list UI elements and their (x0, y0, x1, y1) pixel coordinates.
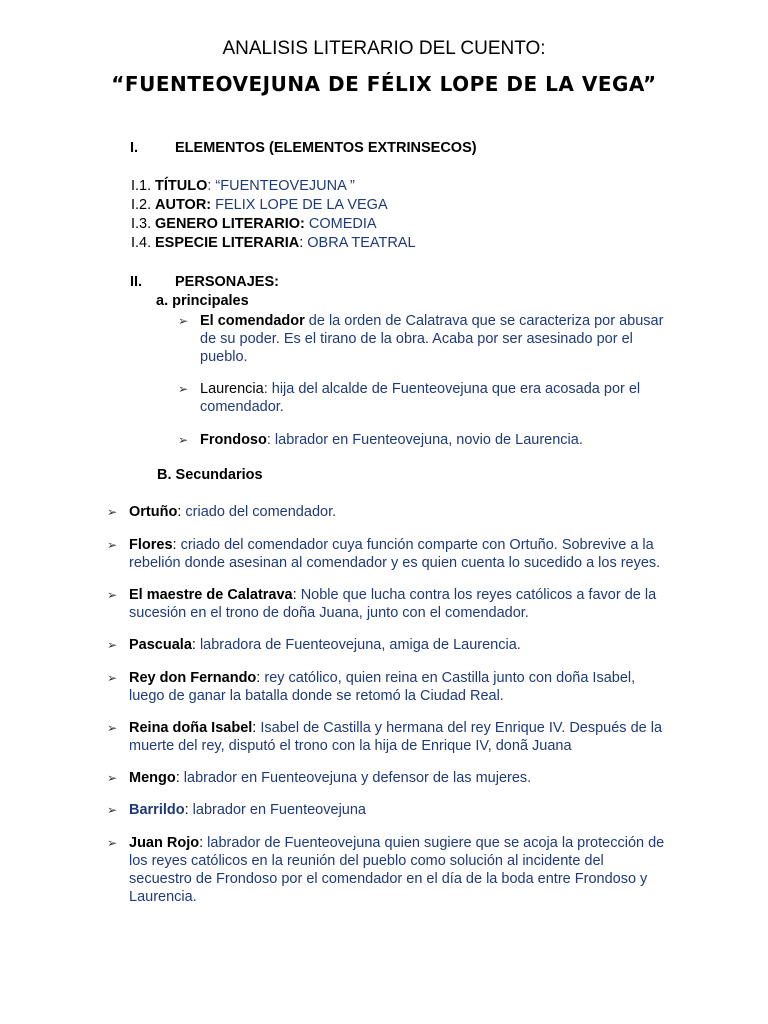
arrow-bullet-icon: ➢ (107, 836, 118, 850)
character-name: Laurencia (200, 381, 264, 397)
character-name: Barrildo (129, 802, 185, 818)
arrow-bullet-icon: ➢ (107, 803, 118, 817)
character-description: labrador de Fuenteovejuna quien sugiere que se acoja la protección de (207, 835, 665, 851)
arrow-bullet-icon: ➢ (178, 433, 189, 447)
list-item-secundario: ➢ Flores: criado del comendador cuya función comparte con Ortuño. Sobrevive a la rebelión donde asesinan al comendador y es quien cuenta lo sucedido a los reyes. (107, 536, 667, 574)
element-item-value: COMEDIA (308, 216, 377, 232)
character-name: Pascuala (129, 637, 192, 653)
character-description: de la orden de Calatrava que se caracteriza por abusar (308, 313, 664, 329)
character-name: Ortuño (129, 504, 178, 520)
arrow-bullet-icon: ➢ (107, 588, 118, 602)
character-description: sucesión en el trono de doña Juana, junto con el comendador. (129, 605, 529, 621)
character-description: criado del comendador cuya función comparte con Ortuño. Sobrevive a la (180, 537, 654, 553)
character-name: Mengo (129, 770, 176, 786)
arrow-bullet-icon: ➢ (178, 382, 189, 396)
character-description: rebelión donde asesinan al comendador y es quien cuenta lo sucedido a los reyes. (129, 555, 661, 571)
element-item-value: FELIX LOPE DE LA VEGA (215, 197, 388, 213)
secundarios-heading (157, 467, 457, 487)
list-item-secundario: ➢ Barrildo: labrador en Fuenteovejuna (107, 802, 366, 818)
element-item-value: OBRA TEATRAL (307, 235, 416, 251)
list-item-secundario: ➢ Ortuño: criado del comendador. (107, 504, 337, 520)
character-description: los reyes católicos en la reunión del pueblo como solución al incidente del (129, 853, 604, 869)
character-description: hija del alcalde de Fuenteovejuna que era acosada por el (271, 381, 641, 397)
section-1-heading (130, 140, 630, 160)
character-name: El maestre de Calatrava (129, 587, 293, 603)
section-1-label: ELEMENTOS (ELEMENTOS EXTRINSECOS) (175, 140, 477, 156)
character-description: comendador. (200, 399, 284, 415)
character-name: El comendador (200, 313, 305, 329)
character-description: luego de ganar la batalla donde se retomó la Ciudad Real. (129, 688, 504, 704)
element-item-sep: : (207, 178, 216, 194)
element-item-autor (131, 197, 388, 213)
element-item-titulo (131, 178, 355, 194)
section-1-number: I. (130, 140, 139, 156)
character-name: Juan Rojo (129, 835, 200, 851)
element-item-key: ESPECIE LITERARIA (155, 235, 300, 251)
element-item-key: GENERO LITERARIO: (155, 216, 305, 232)
character-description: Isabel de Castilla y hermana del rey Enrique IV. Después de la (260, 720, 663, 736)
character-description: Noble que lucha contra los reyes católicos a favor de la (300, 587, 657, 603)
arrow-bullet-icon: ➢ (107, 671, 118, 685)
list-item-secundario: ➢ El maestre de Calatrava: Noble que lucha contra los reyes católicos a favor de la sucesión en el trono de doña Juana, junto con el comendador. (107, 586, 667, 624)
element-item-key: AUTOR: (155, 197, 212, 213)
character-name: Frondoso (200, 432, 267, 448)
principales-label: a. principales (156, 293, 249, 309)
character-description: labrador en Fuenteovejuna (192, 802, 366, 818)
character-name: Flores (129, 537, 173, 553)
element-item-genero (131, 216, 377, 232)
list-item-principal: ➢ Laurencia: hija del alcalde de Fuenteovejuna que era acosada por el comendador. (178, 380, 668, 418)
section-2-number: II. (130, 274, 143, 290)
element-item-value: “FUENTEOVEJUNA ” (215, 178, 355, 194)
character-description: Laurencia. (129, 889, 197, 905)
arrow-bullet-icon: ➢ (178, 314, 189, 328)
character-description: labradora de Fuenteovejuna, amiga de Laurencia. (199, 637, 521, 653)
list-item-principal (178, 312, 668, 368)
arrow-bullet-icon: ➢ (107, 505, 118, 519)
element-item-sep: : (299, 235, 308, 251)
arrow-bullet-icon: ➢ (107, 771, 118, 785)
document-title-line2: “FUENTEOVEJUNA DE FÉLIX LOPE DE LA VEGA” (111, 72, 657, 96)
list-item-secundario: ➢ Mengo: labrador en Fuenteovejuna y defensor de las mujeres. (107, 770, 532, 786)
character-description: muerte del rey, disputó el trono con la hija de Enrique IV, donã Juana (129, 738, 572, 754)
character-description: criado del comendador. (185, 504, 337, 520)
element-item-number: I.1. (131, 178, 152, 194)
character-name: Reina doña Isabel (129, 720, 253, 736)
element-item-number: I.2. (131, 197, 152, 213)
arrow-bullet-icon: ➢ (107, 638, 118, 652)
arrow-bullet-icon: ➢ (107, 538, 118, 552)
document-title-line1: ANALISIS LITERARIO DEL CUENTO: (222, 38, 546, 59)
list-item-secundario: ➢ Pascuala: labradora de Fuenteovejuna, amiga de Laurencia. (107, 637, 521, 653)
character-description: labrador en Fuenteovejuna, novio de Laurencia. (274, 432, 583, 448)
arrow-bullet-icon: ➢ (107, 721, 118, 735)
character-description: labrador en Fuenteovejuna y defensor de las mujeres. (183, 770, 532, 786)
element-item-number: I.3. (131, 216, 152, 232)
principales-heading (156, 293, 456, 313)
character-description: rey católico, quien reina en Castilla junto con doña Isabel, (264, 670, 636, 686)
element-item-especie (131, 235, 416, 251)
character-description: de su poder. Es el tirano de la obra. Acaba por ser asesinado por el (200, 331, 633, 347)
element-item-number: I.4. (131, 235, 152, 251)
list-item-secundario: ➢ Rey don Fernando: rey católico, quien reina en Castilla junto con doña Isabel, luego de ganar la batalla donde se retomó la Ciudad Real. (107, 669, 667, 707)
section-2-label: PERSONAJES: (175, 274, 279, 290)
element-item-key: TÍTULO (155, 178, 208, 194)
section-2-heading (130, 274, 630, 294)
character-description: secuestro de Frondoso por el comendador en el día de la boda entre Frondoso y (129, 871, 648, 887)
list-item-secundario: ➢ Reina doña Isabel: Isabel de Castilla y hermana del rey Enrique IV. Después de la muerte del rey, disputó el trono con la hija de Enrique IV, donã Juana (107, 719, 667, 757)
character-description: pueblo. (200, 349, 248, 365)
character-name: Rey don Fernando (129, 670, 257, 686)
secundarios-label: B. Secundarios (157, 467, 263, 483)
list-item-secundario: ➢ Juan Rojo: labrador de Fuenteovejuna quien sugiere que se acoja la protección de los reyes católicos en la reunión del pueblo como solución al incidente del secuestro de Frondoso por el comendador en el día de la boda entre Frondoso y Laurencia. (107, 834, 667, 908)
list-item-principal: ➢ Frondoso: labrador en Fuenteovejuna, novio de Laurencia. (178, 432, 583, 448)
